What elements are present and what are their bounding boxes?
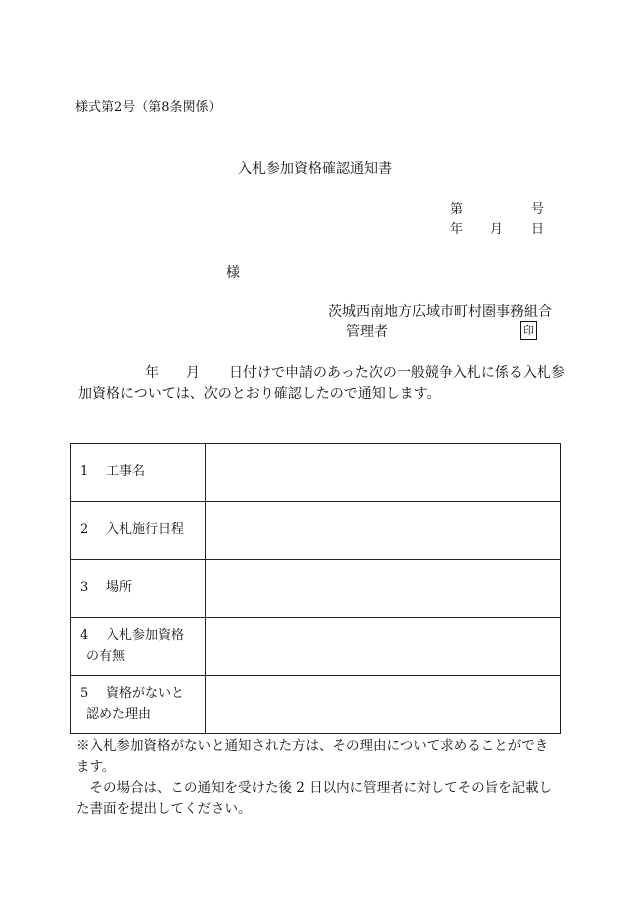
note-paragraph-1: ※入札参加資格がないと通知された方は、その理由について求めることができます。 bbox=[76, 738, 549, 775]
table-row bbox=[71, 618, 561, 676]
row-value-field[interactable] bbox=[206, 676, 561, 734]
row-label bbox=[71, 502, 206, 560]
row-label bbox=[71, 444, 206, 502]
number-suffix: 号 bbox=[531, 202, 545, 217]
row-number: 1 bbox=[80, 464, 89, 480]
body-month-label: 月 bbox=[186, 365, 200, 381]
table-row bbox=[71, 560, 561, 618]
body-text-line2: 加資格については、次のとおり確認したので通知します。 bbox=[78, 386, 441, 402]
form-number: 様式第2号（第8条関係） bbox=[75, 100, 222, 115]
row-label-text-cont: の有無 bbox=[86, 648, 126, 664]
row-label-text: 入札参加資格 bbox=[106, 628, 185, 644]
issuer-role: 管理者 bbox=[346, 324, 388, 340]
addressee-honorific: 様 bbox=[226, 265, 240, 281]
row-label-text: 場所 bbox=[106, 580, 133, 596]
row-label-text: 入札施行日程 bbox=[106, 522, 185, 538]
seal-mark: 印 bbox=[520, 321, 537, 340]
row-value-field[interactable] bbox=[206, 560, 561, 618]
row-label-text-cont: 認めた理由 bbox=[86, 706, 152, 722]
table-row bbox=[71, 676, 561, 734]
row-number: 4 bbox=[80, 628, 89, 644]
issuer-organization: 茨城西南地方広域市町村圏事務組合 bbox=[328, 304, 552, 320]
row-number: 3 bbox=[80, 580, 89, 596]
number-prefix: 第 bbox=[450, 202, 464, 217]
date-month-label: 月 bbox=[490, 222, 504, 237]
details-table bbox=[70, 443, 561, 734]
row-value-field[interactable] bbox=[206, 502, 561, 560]
row-label-text: 工事名 bbox=[106, 464, 146, 480]
row-label bbox=[71, 560, 206, 618]
note-paragraph-2: その場合は、この通知を受けた後 2 日以内に管理者に対してその旨を記載した書面を提出してください。 bbox=[76, 779, 553, 817]
row-label-text: 資格がないと bbox=[106, 686, 185, 702]
row-number: 5 bbox=[80, 686, 89, 702]
body-text-line1: 日付けで申請のあった次の一般競争入札に係る入札参 bbox=[229, 365, 565, 381]
row-label bbox=[71, 618, 206, 676]
table-row bbox=[71, 444, 561, 502]
document-title: 入札参加資格確認通知書 bbox=[238, 161, 392, 177]
date-year-label: 年 bbox=[450, 222, 464, 237]
body-year-label: 年 bbox=[145, 365, 159, 381]
table-row bbox=[71, 502, 561, 560]
row-value-field[interactable] bbox=[206, 444, 561, 502]
date-day-label: 日 bbox=[531, 222, 545, 237]
row-value-field[interactable] bbox=[206, 618, 561, 676]
row-number: 2 bbox=[80, 522, 89, 538]
row-label bbox=[71, 676, 206, 734]
notes-section bbox=[76, 736, 560, 820]
